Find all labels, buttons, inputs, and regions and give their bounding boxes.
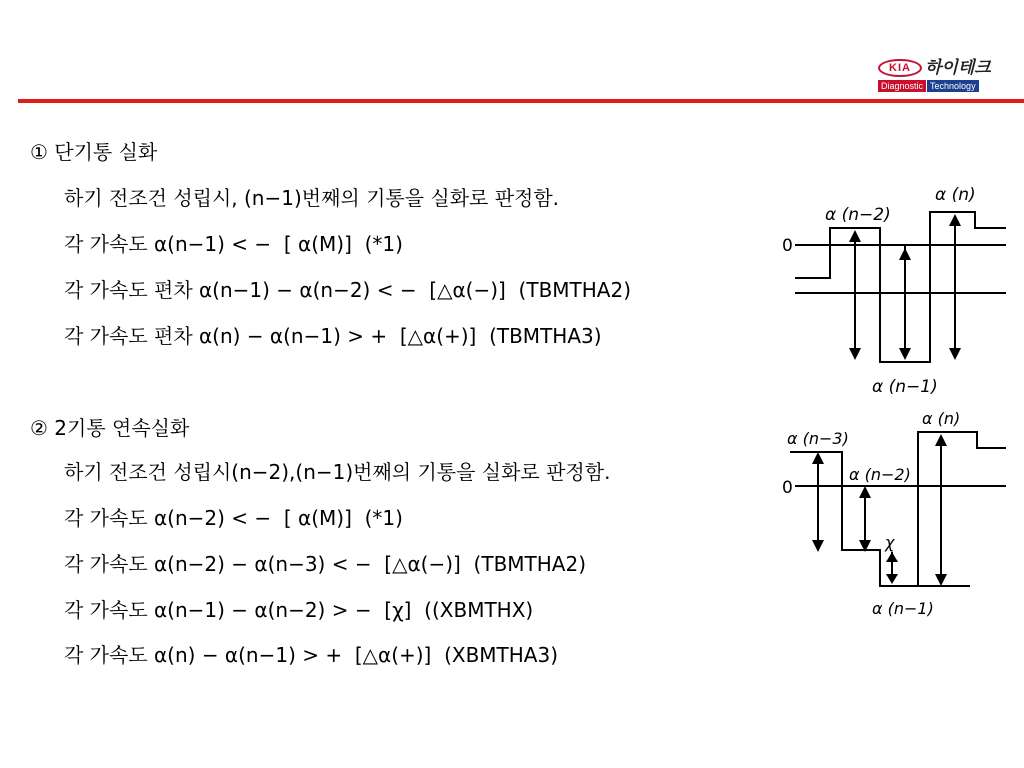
section2-line-3: 각 가속도 α(n−2) − α(n−3) < − [△α(−)] (TBMTHA2) [64,552,587,576]
logo-tag-technology: Technology [927,80,979,92]
section2-line-1: 하기 전조건 성립시(n−2),(n−1)번째의 기통을 실화로 판정함. [64,460,611,484]
logo-tagline [878,80,979,92]
label-alpha-n: α (n) [935,185,976,205]
section2-heading: ② 2기통 연속실화 [30,416,190,440]
label-alpha-n2: α (n−2) [849,465,911,484]
section1-line-3: 각 가속도 편차 α(n−1) − α(n−2) < − [△α(−)] (TBMTHA2) [64,278,632,302]
section2-line-2: 각 가속도 α(n−2) < − [ α(M)] (*1) [64,506,403,530]
label-alpha-n1: α (n−1) [872,599,934,618]
label-alpha-n: α (n) [922,409,961,428]
header-divider [18,99,1024,103]
arrow-n2-bottom-head [849,348,861,360]
label-alpha-n3: α (n−3) [787,429,849,448]
arrow-chi-bottom-head [886,574,898,584]
kia-emblem: KIA [878,59,922,77]
logo-top-row [878,58,991,78]
arrow-n1-top-head [899,248,911,260]
arrow-n-top-head [935,434,947,446]
arrow-n1-bottom-head [899,348,911,360]
logo-hitech-text: 하이테크 [925,58,991,78]
arrow-n-bottom-head [935,574,947,586]
arrow-chi-top-head [886,552,898,562]
section1-line-1: 하기 전조건 성립시, (n−1)번째의 기통을 실화로 판정함. [64,186,560,210]
logo-tag-diagnostic: Diagnostic [878,80,926,92]
label-alpha-n2: α (n−2) [825,205,891,225]
zero-label: 0 [782,478,793,498]
section1-line-4: 각 가속도 편차 α(n) − α(n−1) > + [△α(+)] (TBMTHA3) [64,324,602,348]
section1-line-2: 각 가속도 α(n−1) < − [ α(M)] (*1) [64,232,403,256]
label-alpha-n1: α (n−1) [872,377,938,397]
arrow-n-top-head [949,214,961,226]
acceleration-step-trace [795,212,1006,362]
arrow-n2-top-head [859,486,871,498]
single-misfire-diagram [780,180,1010,402]
kia-hitech-logo [878,58,1006,94]
section2-line-4: 각 가속도 α(n−1) − α(n−2) > − [χ] ((XBMTHX) [64,598,534,622]
section1-heading: ① 단기통 실화 [30,140,158,164]
zero-label: 0 [782,236,793,256]
arrow-n3-bottom-head [812,540,824,552]
arrow-n-bottom-head [949,348,961,360]
double-misfire-diagram [780,404,1010,624]
acceleration-step-trace [790,432,1006,586]
arrow-n2-top-head [849,230,861,242]
arrow-n3-top-head [812,452,824,464]
label-chi: χ [885,533,895,552]
section2-line-5: 각 가속도 α(n) − α(n−1) > + [△α(+)] (XBMTHA3) [64,643,559,667]
